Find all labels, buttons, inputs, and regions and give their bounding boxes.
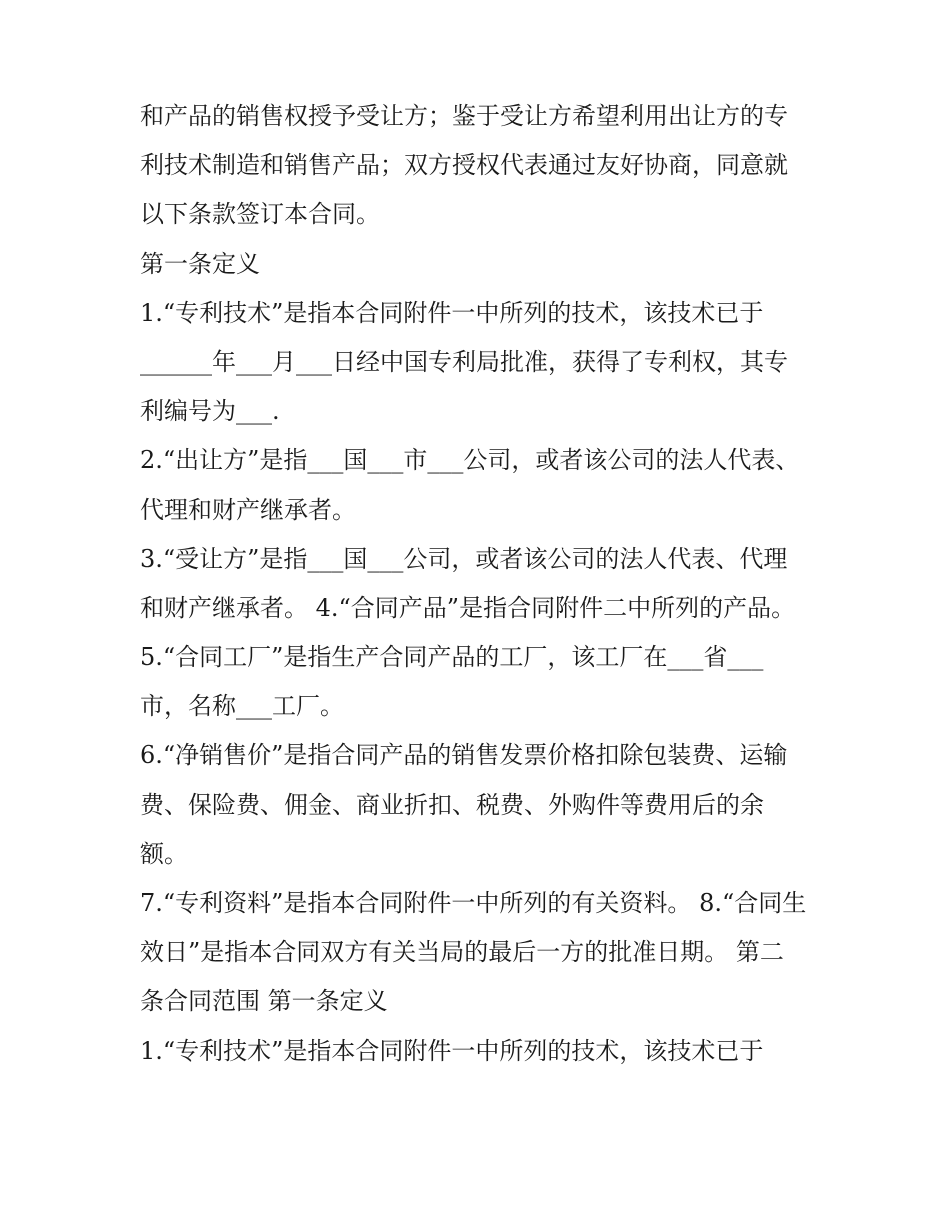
text-line: 利编号为___.	[140, 397, 280, 426]
text-line: 和产品的销售权授予受让方；鉴于受让方希望利用出让方的专	[140, 102, 788, 130]
section-heading: 第一条定义	[140, 249, 260, 278]
contract-text	[140, 104, 820, 1088]
text-line: 以下条款签订本合同。	[140, 200, 380, 229]
text-line: 5.“合同工厂”是指生产合同产品的工厂，该工厂在___省___	[140, 643, 764, 672]
text-line: 效日”是指本合同双方有关当局的最后一方的批准日期。 第二	[140, 938, 784, 967]
text-line: 2.“出让方”是指___国___市___公司，或者该公司的法人代表、	[140, 446, 800, 475]
text-line: 代理和财产继承者。	[140, 495, 356, 524]
text-line: 费、保险费、佣金、商业折扣、税费、外购件等费用后的余	[140, 790, 764, 819]
text-line: 3.“受让方”是指___国___公司，或者该公司的法人代表、代理	[140, 544, 788, 573]
text-line: 市，名称___工厂。	[140, 692, 344, 721]
text-line: 6.“净销售价”是指合同产品的销售发票价格扣除包装费、运输	[140, 741, 788, 770]
text-line: 和财产继承者。 4.“合同产品”是指合同附件二中所列的产品。	[140, 593, 796, 622]
text-line: 1.“专利技术”是指本合同附件一中所列的技术，该技术已于	[140, 1036, 764, 1065]
text-line: 7.“专利资料”是指本合同附件一中所列的有关资料。 8.“合同生	[140, 889, 807, 917]
text-line: 条合同范围 第一条定义	[140, 987, 388, 1016]
text-line: 1.“专利技术”是指本合同附件一中所列的技术，该技术已于	[140, 298, 764, 327]
text-line: 额。	[140, 839, 188, 868]
text-line: ______年___月___日经中国专利局批准，获得了专利权，其专	[140, 347, 788, 376]
text-line: 利技术制造和销售产品；双方授权代表通过友好协商，同意就	[140, 151, 788, 180]
